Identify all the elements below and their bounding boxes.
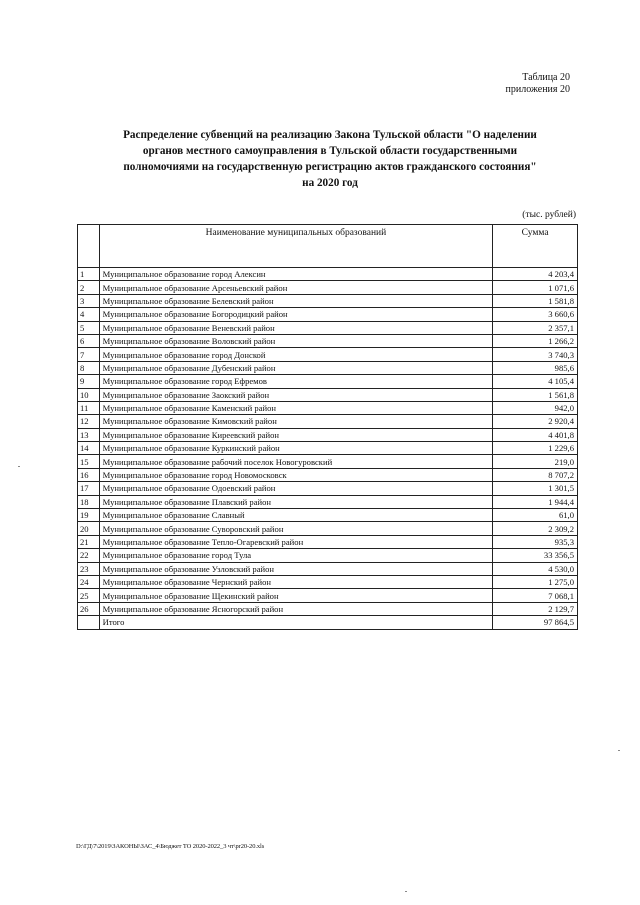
table-row [78,401,578,414]
table-row [78,482,578,495]
title-line-2: органов местного самоуправления в Тульской области государственными [142,145,518,157]
table-row [78,522,578,535]
subsidy-amount: 2 129,7 [493,602,578,615]
municipality-name: Муниципальное образование Киреевский район [99,428,493,441]
row-number: 23 [78,562,100,575]
row-number: 5 [78,321,100,334]
municipality-name: Муниципальное образование Суворовский район [99,522,493,535]
municipality-name: Муниципальное образование Узловский район [99,562,493,575]
subsidy-amount: 219,0 [493,455,578,468]
row-number: 6 [78,334,100,347]
title-line-1: Распределение субвенций на реализацию Закона Тульской области "О наделении [123,129,537,141]
subsidy-amount: 1 301,5 [493,482,578,495]
row-number: 2 [78,281,100,294]
row-number: 12 [78,415,100,428]
table-row [78,428,578,441]
municipality-name: Муниципальное образование Каменский район [99,401,493,414]
row-number: 22 [78,549,100,562]
row-number: 16 [78,468,100,481]
row-number: 1 [78,268,100,281]
table-row [78,602,578,615]
table-row [78,388,578,401]
table-row [78,308,578,321]
municipality-name: Муниципальное образование Плавский район [99,495,493,508]
document-title [70,127,590,191]
municipality-name: Муниципальное образование Щекинский район [99,589,493,602]
header-number [78,225,100,268]
subsidy-table [77,224,578,630]
subsidy-amount: 7 068,1 [493,589,578,602]
row-number: 7 [78,348,100,361]
header-sum: Сумма [493,225,578,268]
subsidy-amount: 2 309,2 [493,522,578,535]
appendix-label: приложения 20 [505,84,570,95]
row-number: 21 [78,535,100,548]
municipality-name: Муниципальное образование город Тула [99,549,493,562]
table-body [78,268,578,630]
row-number: 9 [78,375,100,388]
municipality-name: Муниципальное образование Заокский район [99,388,493,401]
subsidy-amount: 942,0 [493,401,578,414]
subsidy-amount: 935,3 [493,535,578,548]
subsidy-amount: 2 357,1 [493,321,578,334]
subsidy-amount: 2 920,4 [493,415,578,428]
table-header-row [78,225,578,268]
municipality-name: Муниципальное образование Воловский район [99,334,493,347]
table-row [78,442,578,455]
table-row [78,562,578,575]
municipality-name: Муниципальное образование город Ефремов [99,375,493,388]
municipality-name: Муниципальное образование город Новомосковск [99,468,493,481]
row-number: 10 [78,388,100,401]
row-number: 24 [78,575,100,588]
row-number: 20 [78,522,100,535]
table-row [78,455,578,468]
table-row [78,334,578,347]
municipality-name: Муниципальное образование Богородицкий район [99,308,493,321]
table-number-label: Таблица 20 [522,72,570,83]
municipality-name: Муниципальное образование Ясногорский район [99,602,493,615]
row-number: 8 [78,361,100,374]
row-number: 14 [78,442,100,455]
subsidy-amount: 4 530,0 [493,562,578,575]
subsidy-amount: 1 561,8 [493,388,578,401]
municipality-name: Муниципальное образование Одоевский район [99,482,493,495]
title-line-3: полномочиями на государственную регистрацию актов гражданского состояния" [123,161,537,173]
row-number: 26 [78,602,100,615]
scan-speck [405,891,407,892]
row-number: 4 [78,308,100,321]
table-row [78,589,578,602]
subsidy-amount: 1 944,4 [493,495,578,508]
table-row [78,535,578,548]
table-row [78,268,578,281]
table-row [78,361,578,374]
table-row [78,509,578,522]
row-number: 18 [78,495,100,508]
row-number: 25 [78,589,100,602]
scan-speck [18,466,20,467]
municipality-name: Муниципальное образование Дубенский район [99,361,493,374]
title-line-4: на 2020 год [302,177,358,189]
subsidy-amount: 61,0 [493,509,578,522]
row-number: 3 [78,294,100,307]
subsidy-amount: 1 071,6 [493,281,578,294]
header-municipality: Наименование муниципальных образований [99,225,493,268]
table-row [78,468,578,481]
municipality-name: Муниципальное образование Славный [99,509,493,522]
subsidy-amount: 4 203,4 [493,268,578,281]
row-number [78,616,100,629]
table-row [78,495,578,508]
subsidy-amount: 1 266,2 [493,334,578,347]
municipality-name: Муниципальное образование Тепло-Огаревский район [99,535,493,548]
subsidy-amount: 4 105,4 [493,375,578,388]
units-label: (тыс. рублей) [522,210,576,220]
row-number: 17 [78,482,100,495]
municipality-name: Муниципальное образование Арсеньевский район [99,281,493,294]
table-reference [506,72,570,96]
municipality-name: Муниципальное образование Кимовский район [99,415,493,428]
municipality-name: Муниципальное образование Чернский район [99,575,493,588]
subsidy-amount: 1 581,8 [493,294,578,307]
subsidy-amount: 1 275,0 [493,575,578,588]
table-row [78,348,578,361]
table-row [78,549,578,562]
municipality-name: Итого [99,616,493,629]
table-row [78,575,578,588]
total-row [78,616,578,629]
table-row [78,375,578,388]
row-number: 13 [78,428,100,441]
subsidy-amount: 4 401,8 [493,428,578,441]
table-row [78,281,578,294]
file-path: D:\ГД\7\2019\ЗАКОНЫ\ЗАС_4\Бюджет ТО 2020-2022_3 чт\pr20-20.xls [76,843,265,850]
municipality-name: Муниципальное образование город Донской [99,348,493,361]
row-number: 15 [78,455,100,468]
table-row [78,294,578,307]
subsidy-amount: 985,6 [493,361,578,374]
scan-speck [618,750,620,751]
table-row [78,321,578,334]
municipality-name: Муниципальное образование Белевский район [99,294,493,307]
subsidy-amount: 1 229,6 [493,442,578,455]
row-number: 19 [78,509,100,522]
municipality-name: Муниципальное образование Веневский район [99,321,493,334]
subsidy-amount: 8 707,2 [493,468,578,481]
subsidy-amount: 3 740,3 [493,348,578,361]
municipality-name: Муниципальное образование город Алексин [99,268,493,281]
subsidy-amount: 3 660,6 [493,308,578,321]
subsidy-amount: 33 356,5 [493,549,578,562]
table-row [78,415,578,428]
subsidy-amount: 97 864,5 [493,616,578,629]
row-number: 11 [78,401,100,414]
municipality-name: Муниципальное образование рабочий поселок Новогуровский [99,455,493,468]
municipality-name: Муниципальное образование Куркинский район [99,442,493,455]
